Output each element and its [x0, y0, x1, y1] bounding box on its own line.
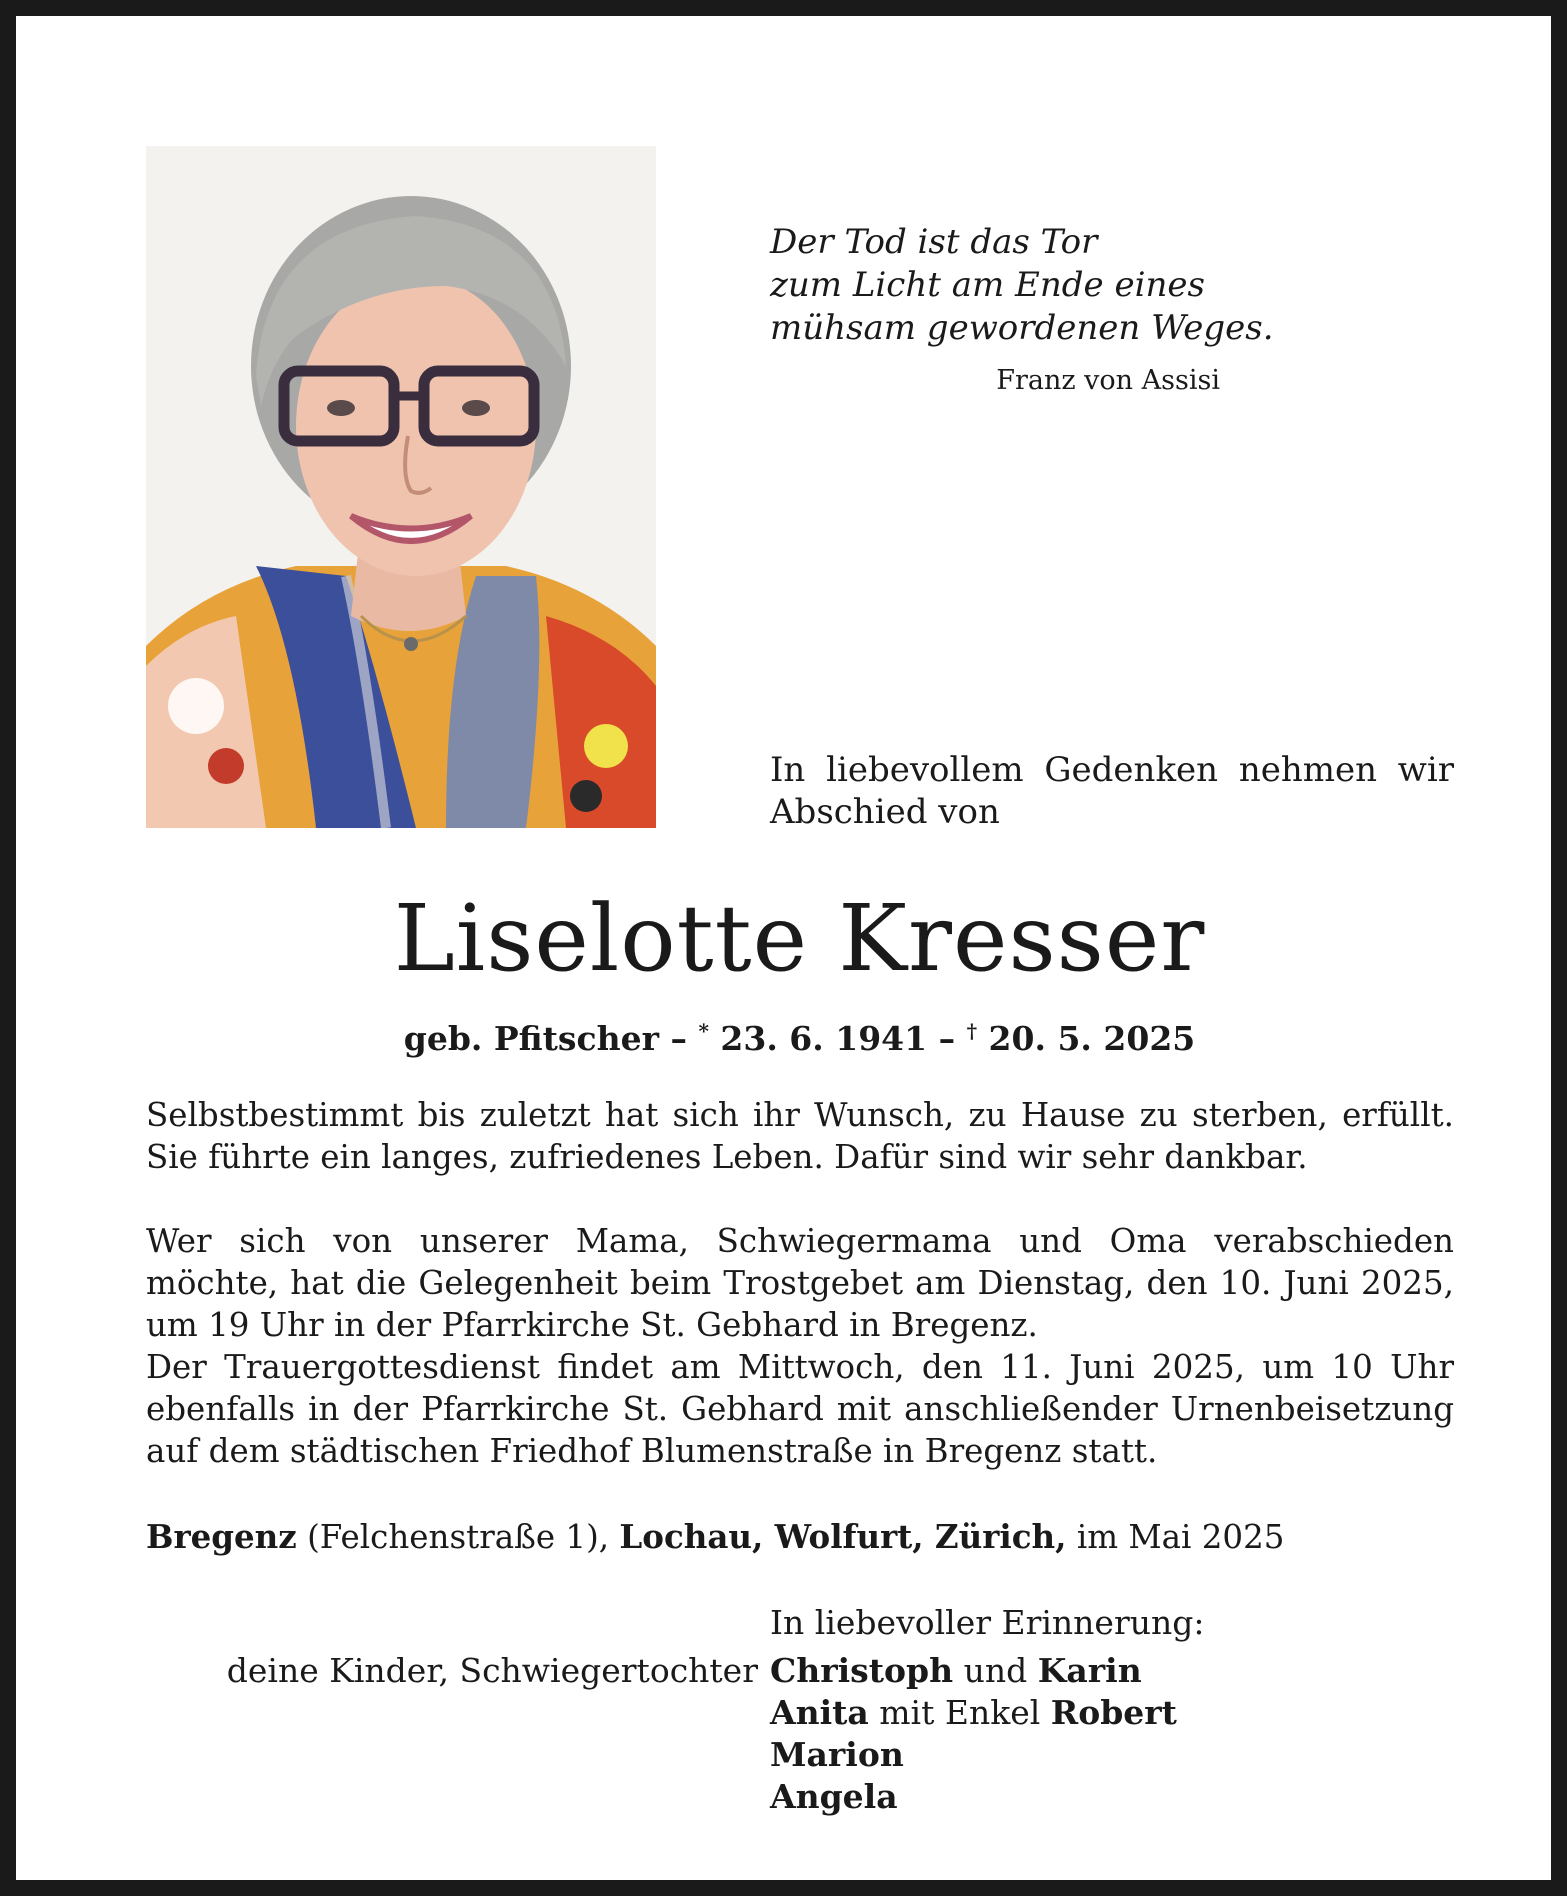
dates-separator-2: – [927, 1019, 967, 1058]
paragraph-prayer-text: Wer sich von unserer Mama, Schwiegermama und Oma verabschieden möchte, hat die Gelegenheit beim Trostgebet am Dienstag, den 10. Juni 2025, um 19 Uhr in der Pfarrkirche St. Gebhard in Bregenz. [146, 1222, 1454, 1344]
birth-mark: * [698, 1019, 709, 1043]
family-name-marion: Marion [770, 1735, 904, 1774]
family-name-karin: Karin [1037, 1651, 1142, 1690]
place-city: Bregenz [146, 1517, 297, 1556]
quote-author: Franz von Assisi [996, 365, 1220, 396]
family-row-2 [770, 1692, 1454, 1734]
family-name-christoph: Christoph [770, 1651, 954, 1690]
life-dates [16, 1010, 1567, 1060]
intro-text [770, 749, 1454, 833]
birth-date: 23. 6. 1941 [708, 1019, 928, 1058]
place-date: im Mai 2025 [1066, 1518, 1285, 1556]
intro-line-2: Abschied von [770, 792, 1000, 832]
quote-text [770, 221, 1290, 350]
portrait-photo [146, 146, 656, 828]
paragraph-self-determined [146, 1094, 1454, 1178]
death-mark: † [966, 1019, 978, 1043]
family-row-1 [770, 1650, 1454, 1692]
memory-heading: In liebevoller Erinnerung: [770, 1603, 1205, 1642]
place-others: Lochau, Wolfurt, Zürich, [619, 1517, 1067, 1556]
portrait-illustration [146, 146, 656, 828]
deceased-name: Liselotte Kresser [393, 885, 1206, 992]
family-join-1: und [953, 1651, 1038, 1690]
family-name-angela: Angela [770, 1777, 898, 1816]
family-join-2: mit Enkel [868, 1693, 1051, 1732]
quote-line-2: zum Licht am Ende eines [770, 265, 1205, 305]
place-and-date [146, 1516, 1454, 1558]
place-address: (Felchenstraße 1), [296, 1518, 620, 1556]
family-names [770, 1650, 1454, 1818]
family-name-robert: Robert [1050, 1693, 1177, 1732]
intro-line-1: In liebevollem Gedenken nehmen wir [770, 750, 1454, 790]
relation-label: deine Kinder, Schwiegertochter [226, 1651, 758, 1690]
maiden-name: geb. Pfitscher [403, 1019, 659, 1058]
paragraph-funeral-text: Der Trauergottesdienst findet am Mittwoch, den 11. Juni 2025, um 10 Uhr ebenfalls in der Pfarrkirche St. Gebhard mit anschließender Urnenbeisetzung auf dem städtischen Friedhof Blumenstraße in Bregenz statt. [146, 1348, 1454, 1470]
quote-line-3: mühsam gewordenen Weges. [770, 308, 1274, 348]
death-date: 20. 5. 2025 [977, 1019, 1196, 1058]
family-row-3 [770, 1734, 1454, 1776]
family-name-anita: Anita [770, 1693, 869, 1732]
dates-separator-1: – [658, 1019, 699, 1058]
family-row-4 [770, 1776, 1454, 1818]
quote-line-1: Der Tod ist das Tor [770, 222, 1098, 262]
paragraph-1-text: Selbstbestimmt bis zuletzt hat sich ihr Wunsch, zu Hause zu sterben, erfüllt. Sie führte ein langes, zufriedenes Leben. Dafür sind wir sehr dankbar. [146, 1096, 1454, 1176]
paragraph-services [146, 1220, 1454, 1472]
